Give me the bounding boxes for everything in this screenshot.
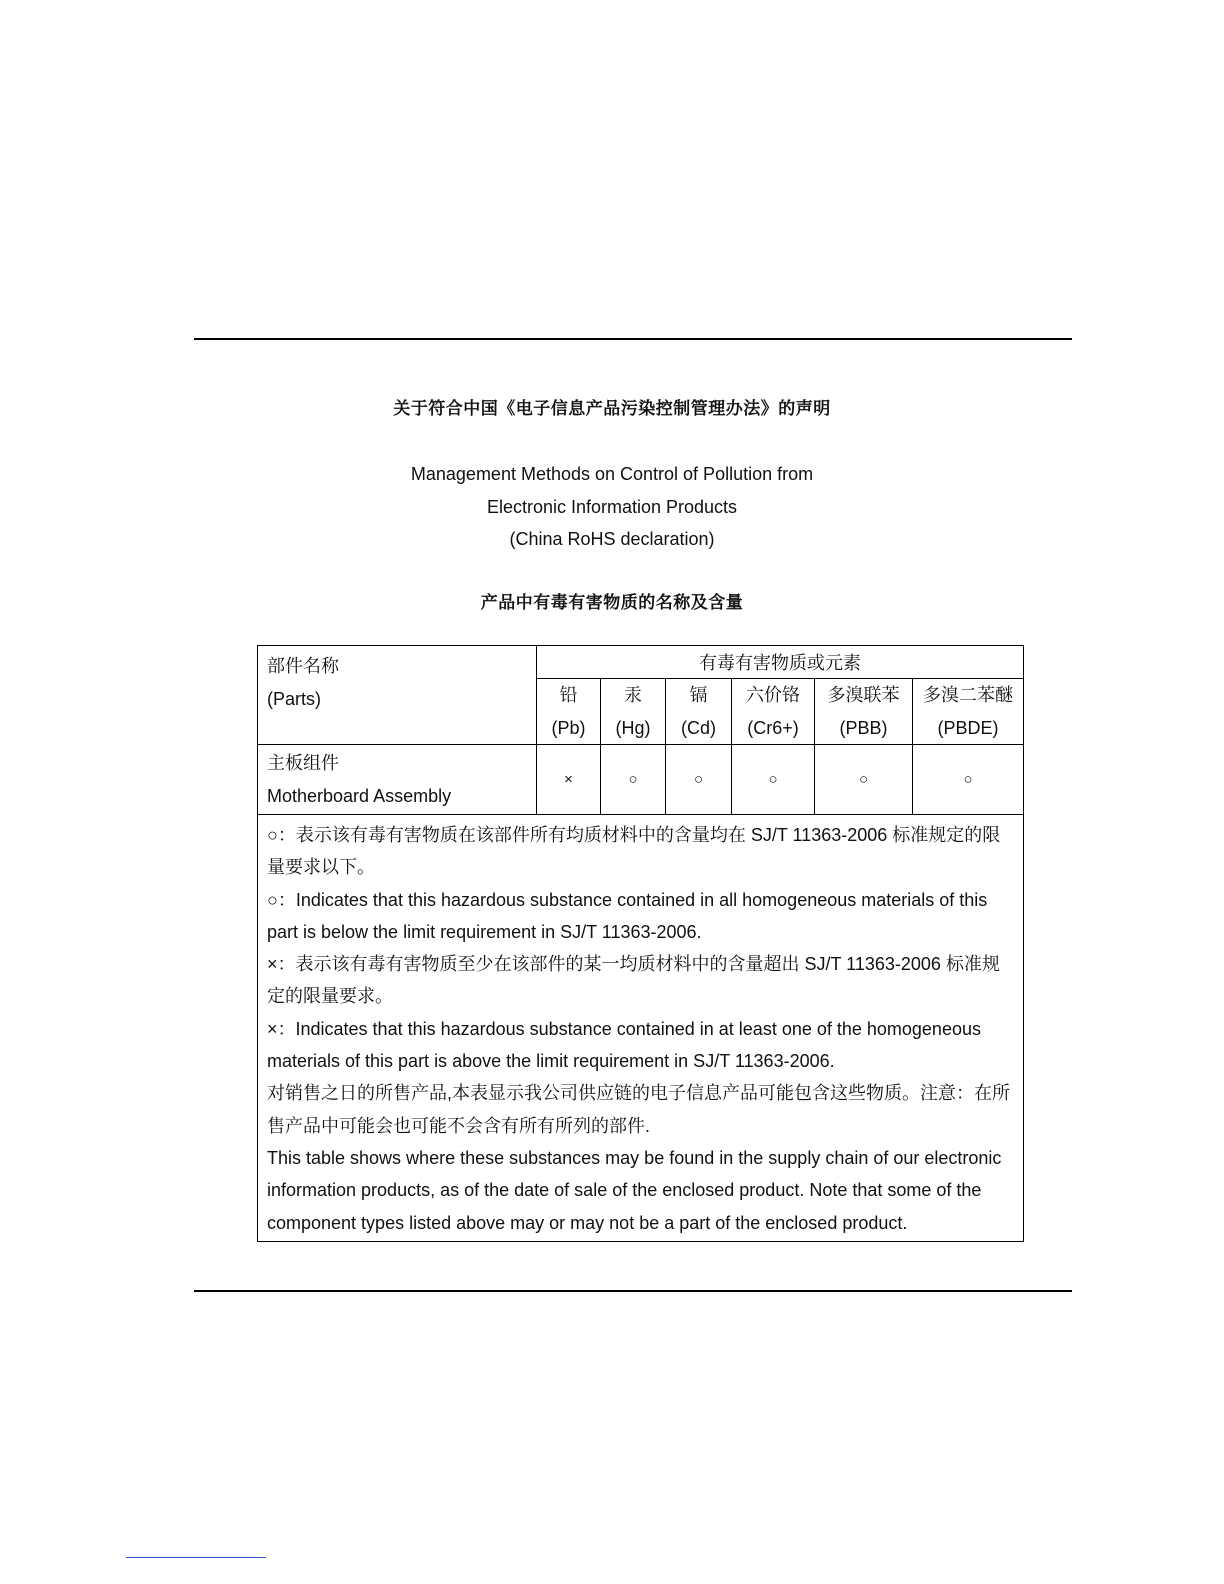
part-name — [258, 745, 537, 815]
top-rule — [194, 338, 1072, 340]
mark-pbb: ○ — [815, 745, 913, 815]
title-en-line-1: Management Methods on Control of Pollution from — [410, 464, 814, 484]
notes — [258, 815, 1024, 1242]
substance-header-cr6: 六价铬 (Cr6+) — [732, 679, 815, 745]
title-en-line-3: (China RoHS declaration) — [509, 529, 715, 549]
group-header: 有毒有害物质或元素 — [537, 646, 1024, 679]
header-row-1 — [258, 646, 1024, 679]
note-supply-cn: 对销售之日的所售产品,本表显示我公司供应链的电子信息产品可能包含这些物质。注意：在所售产品中可能会也可能不会含有所有所列的部件. — [267, 1083, 1010, 1136]
part-name-cn: 主板组件 — [267, 753, 339, 773]
part-name-en: Motherboard Assembly — [267, 785, 452, 806]
substance-header-pb: 铅 (Pb) — [537, 679, 601, 745]
title-en-line-2: Electronic Information Products — [486, 496, 738, 517]
mark-pbde: ○ — [913, 745, 1024, 815]
title-cn: 关于符合中国《电子信息产品污染控制管理办法》的声明 — [393, 399, 831, 418]
substance-header-pbb: 多溴联苯 (PBB) — [815, 679, 913, 745]
parts-header — [258, 646, 537, 745]
note-cross-en: ×：Indicates that this hazardous substance contained in at least one of the homogeneous materials of this part is above the limit requirement in SJ/T 11363-2006. — [267, 1018, 981, 1072]
mark-cr6: ○ — [732, 745, 815, 815]
substance-table — [257, 645, 1024, 1242]
title-en — [0, 458, 1224, 556]
mark-pb: × — [537, 745, 601, 815]
notes-row — [258, 815, 1024, 1242]
parts-header-en: (Parts) — [267, 688, 321, 709]
substance-header-cd: 镉 (Cd) — [666, 679, 732, 745]
mark-cd: ○ — [666, 745, 732, 815]
subtitle-cn: 产品中有毒有害物质的名称及含量 — [480, 593, 744, 612]
note-supply-en: This table shows where these substances may be found in the supply chain of our electronic information products, as of the date of sale of the enclosed product. Note that some of the component types listed above may or may not be a part of the enclosed product. — [267, 1147, 1002, 1233]
bottom-rule — [194, 1290, 1072, 1292]
parts-header-cn: 部件名称 — [267, 656, 339, 676]
note-circle-cn: ○：表示该有毒有害物质在该部件所有均质材料中的含量均在 SJ/T 11363-2006 标准规定的限量要求以下。 — [267, 825, 1001, 878]
footer-link-underline — [126, 1557, 266, 1558]
substance-header-pbde: 多溴二苯醚 (PBDE) — [913, 679, 1024, 745]
mark-hg: ○ — [601, 745, 666, 815]
table-row — [258, 745, 1024, 815]
substance-header-hg: 汞 (Hg) — [601, 679, 666, 745]
note-circle-en: ○：Indicates that this hazardous substance contained in all homogeneous materials of this part is below the limit requirement in SJ/T 11363-2006. — [267, 889, 988, 942]
note-cross-cn: ×：表示该有毒有害物质至少在该部件的某一均质材料中的含量超出 SJ/T 11363-2006 标准规定的限量要求。 — [267, 954, 1000, 1007]
